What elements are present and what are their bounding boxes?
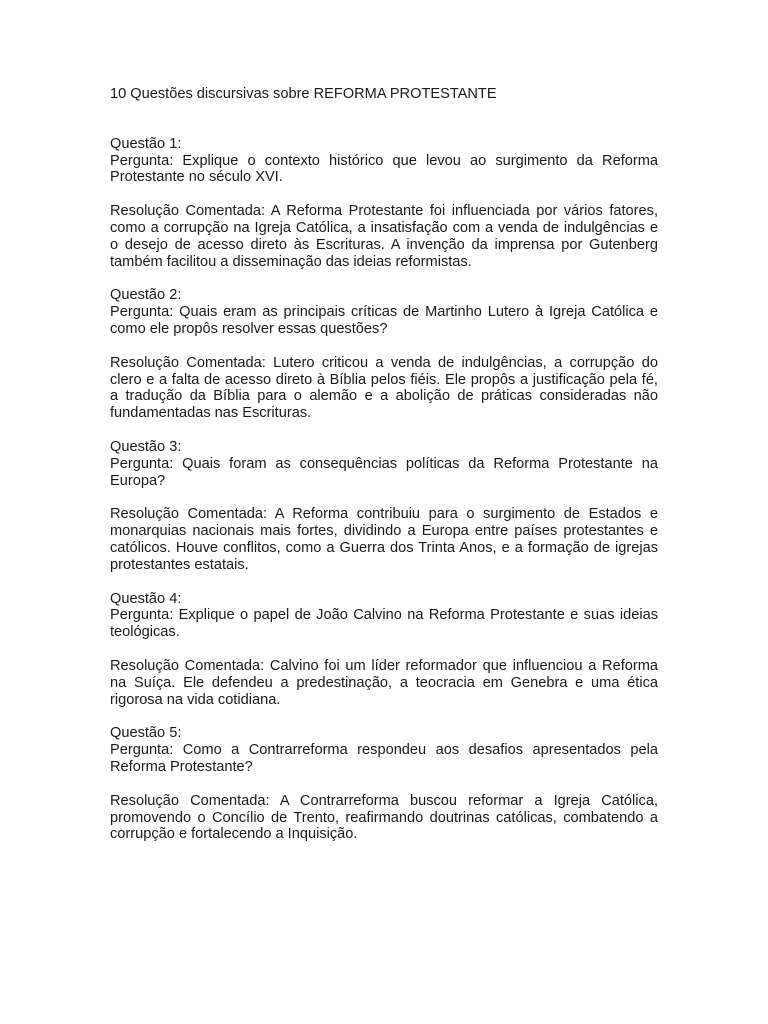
question-block-5 xyxy=(110,725,658,843)
document-title: 10 Questões discursivas sobre REFORMA PROTESTANTE xyxy=(110,86,497,102)
question-block-3 xyxy=(110,439,658,574)
resolution-text: Resolução Comentada: Lutero criticou a venda de indulgências, a corrupção do clero e a falta de acesso direto à Bíblia pelos fiéis. Ele propôs a justificação pela fé, a tradução da Bíblia para o alemão e a abolição de práticas consideradas não fundamentadas nas Escrituras. xyxy=(110,354,658,422)
question-text: Pergunta: Explique o contexto histórico que levou ao surgimento da Reforma Protestante no século XVI. xyxy=(110,152,658,186)
question-text: Pergunta: Explique o papel de João Calvino na Reforma Protestante e suas ideias teológicas. xyxy=(110,607,658,641)
question-heading: Questão 5: xyxy=(110,725,182,742)
question-heading: Questão 2: xyxy=(110,287,182,304)
question-heading: Questão 1: xyxy=(110,135,182,152)
question-text: Pergunta: Quais eram as principais críticas de Martinho Lutero à Igreja Católica e como ele propôs resolver essas questões? xyxy=(110,304,658,337)
question-text: Pergunta: Quais foram as consequências políticas da Reforma Protestante na Europa? xyxy=(110,455,658,489)
question-block-2 xyxy=(110,287,658,422)
resolution-text: Resolução Comentada: Calvino foi um líder reformador que influenciou a Reforma na Suíça. Ele defendeu a predestinação, a teocracia em Genebra e uma ética rigorosa na vida cotidiana. xyxy=(110,657,658,708)
resolution-text: Resolução Comentada: A Reforma Protestante foi influenciada por vários fatores, como a corrupção na Igreja Católica, a insatisfação com a venda de indulgências e o desejo de acesso direto às Escrituras. A invenção da imprensa por Gutenberg também facilitou a disseminação das ideias reformistas. xyxy=(110,203,658,270)
question-heading: Questão 3: xyxy=(110,438,182,455)
question-heading: Questão 4: xyxy=(110,590,182,607)
resolution-text: Resolução Comentada: A Contrarreforma buscou reformar a Igreja Católica, promovendo o Concílio de Trento, reafirmando doutrinas católicas, combatendo a corrupção e fortalecendo a Inquisição. xyxy=(110,792,658,843)
question-block-4 xyxy=(110,591,658,709)
document-body xyxy=(110,86,658,860)
resolution-text: Resolução Comentada: A Reforma contribuiu para o surgimento de Estados e monarquias nacionais mais fortes, dividindo a Europa entre países protestantes e católicos. Houve conflitos, como a Guerra dos Trinta Anos, e a formação de igrejas protestantes estatais. xyxy=(110,506,658,573)
question-text: Pergunta: Como a Contrarreforma respondeu aos desafios apresentados pela Reforma Protestante? xyxy=(110,742,658,775)
question-block-1 xyxy=(110,136,658,271)
